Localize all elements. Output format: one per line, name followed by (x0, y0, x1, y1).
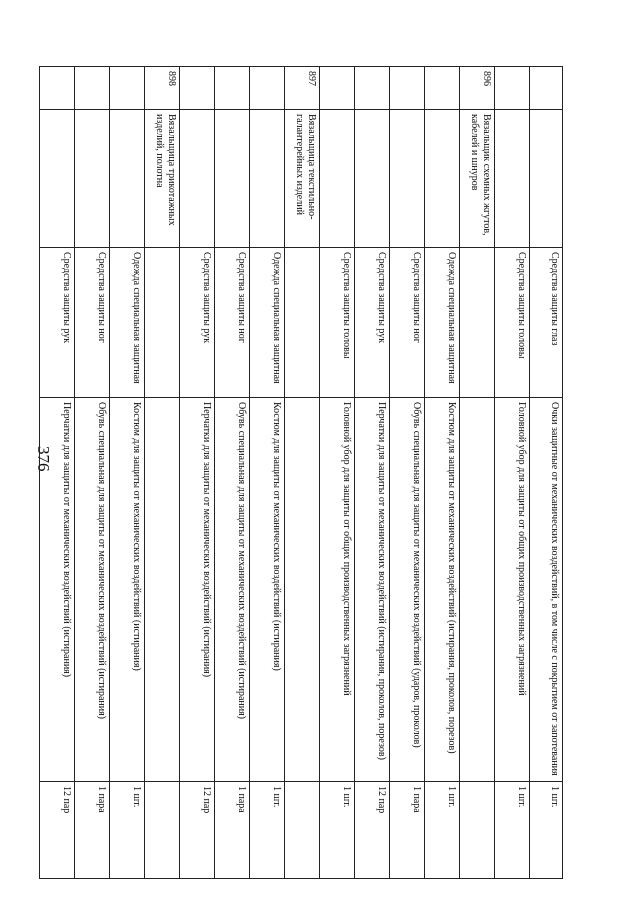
profession-name (215, 110, 250, 248)
ppe-category: Средства защиты головы (320, 248, 355, 398)
profession-name: Вязальщица текстильно-галантерейных изделий (285, 110, 320, 248)
row-number (180, 67, 215, 110)
row-number (110, 67, 145, 110)
profession-name (75, 110, 110, 248)
issue-quantity: 1 шт. (425, 782, 460, 879)
ppe-category (285, 248, 320, 398)
ppe-category: Средства защиты головы (495, 248, 530, 398)
ppe-item: Очки защитные от механических воздействий, в том числе с покрытием от запотевания (530, 398, 563, 782)
table-row (40, 67, 75, 879)
ppe-category (460, 248, 495, 398)
ppe-item (285, 398, 320, 782)
ppe-category: Средства защиты рук (180, 248, 215, 398)
ppe-item: Перчатки для защиты от механических воздействий (истирания) (180, 398, 215, 782)
ppe-item: Головной убор для защиты от общих производственных загрязнений (320, 398, 355, 782)
profession-name: Вязальщица трикотажных изделий, полотна (145, 110, 180, 248)
row-number (495, 67, 530, 110)
table-row (75, 67, 110, 879)
row-number (215, 67, 250, 110)
profession-name: Вязальщик схемных жгутов, кабелей и шнуров (460, 110, 495, 248)
profession-name (180, 110, 215, 248)
table-row (180, 67, 215, 879)
ppe-item (460, 398, 495, 782)
ppe-item: Перчатки для защиты от механических воздействий (истирания) (40, 398, 75, 782)
profession-name (355, 110, 390, 248)
issue-quantity (285, 782, 320, 879)
row-number (75, 67, 110, 110)
ppe-item: Костюм для защиты от механических воздействий (истирания, проколов, порезов) (425, 398, 460, 782)
ppe-item: Обувь специальная для защиты от механических воздействий (ударов, проколов) (390, 398, 425, 782)
table-row (145, 67, 180, 879)
issue-quantity: 1 шт. (250, 782, 285, 879)
ppe-category: Одежда специальная защитная (425, 248, 460, 398)
ppe-item: Обувь специальная для защиты от механических воздействий (истирания) (215, 398, 250, 782)
table-row (530, 67, 563, 879)
ppe-item: Обувь специальная для защиты от механических воздействий (истирания) (75, 398, 110, 782)
profession-name (40, 110, 75, 248)
issue-quantity: 12 пар (180, 782, 215, 879)
table-row (425, 67, 460, 879)
table-row (495, 67, 530, 879)
table-row (285, 67, 320, 879)
table-row (215, 67, 250, 879)
row-number (355, 67, 390, 110)
table-row (110, 67, 145, 879)
issue-quantity: 1 шт. (495, 782, 530, 879)
profession-name (530, 110, 563, 248)
page-number: 376 (34, 446, 53, 472)
issue-quantity: 12 пар (40, 782, 75, 879)
ppe-category: Средства защиты ног (390, 248, 425, 398)
profession-name (320, 110, 355, 248)
ppe-category: Одежда специальная защитная (110, 248, 145, 398)
table-row (250, 67, 285, 879)
issue-quantity: 12 пар (355, 782, 390, 879)
profession-name (110, 110, 145, 248)
table-row (390, 67, 425, 879)
table-row (460, 67, 495, 879)
ppe-norms-table-wrapper (39, 66, 563, 878)
ppe-item: Перчатки для защиты от механических воздействий (истирания, проколов, порезов) (355, 398, 390, 782)
ppe-category: Средства защиты глаз (530, 248, 563, 398)
row-number: 897 (285, 67, 320, 110)
ppe-category: Средства защиты рук (40, 248, 75, 398)
ppe-item: Костюм для защиты от механических воздействий (истирания) (110, 398, 145, 782)
ppe-category: Средства защиты ног (75, 248, 110, 398)
ppe-item (145, 398, 180, 782)
row-number (530, 67, 563, 110)
profession-name (495, 110, 530, 248)
ppe-category: Одежда специальная защитная (250, 248, 285, 398)
ppe-category: Средства защиты ног (215, 248, 250, 398)
row-number (250, 67, 285, 110)
profession-name (425, 110, 460, 248)
table-row (320, 67, 355, 879)
issue-quantity: 1 шт. (110, 782, 145, 879)
profession-name (390, 110, 425, 248)
issue-quantity (145, 782, 180, 879)
issue-quantity: 1 пара (215, 782, 250, 879)
row-number (320, 67, 355, 110)
profession-name (250, 110, 285, 248)
ppe-norms-table (39, 66, 563, 879)
issue-quantity (460, 782, 495, 879)
ppe-category: Средства защиты рук (355, 248, 390, 398)
row-number (390, 67, 425, 110)
issue-quantity: 1 шт. (320, 782, 355, 879)
ppe-item: Головной убор для защиты от общих производственных загрязнений (495, 398, 530, 782)
row-number (40, 67, 75, 110)
table-row (355, 67, 390, 879)
issue-quantity: 1 пара (75, 782, 110, 879)
issue-quantity: 1 пара (390, 782, 425, 879)
row-number (425, 67, 460, 110)
row-number: 898 (145, 67, 180, 110)
ppe-category (145, 248, 180, 398)
issue-quantity: 1 шт. (530, 782, 563, 879)
row-number: 896 (460, 67, 495, 110)
ppe-item: Костюм для защиты от механических воздействий (истирания) (250, 398, 285, 782)
